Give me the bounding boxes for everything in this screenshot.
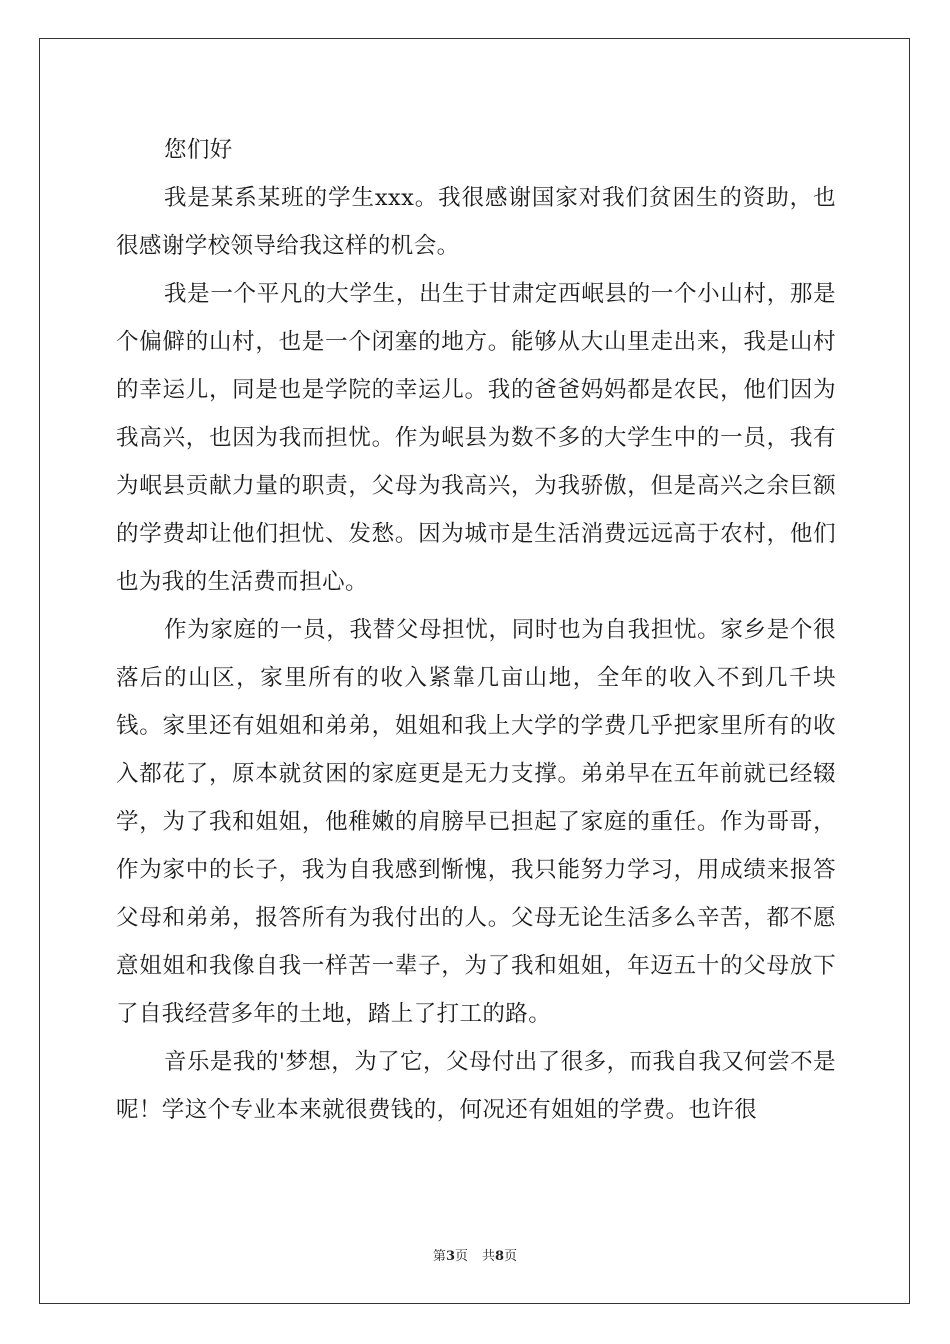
paragraph-family: 作为家庭的一员，我替父母担忧，同时也为自我担忧。家乡是个很落后的山区，家里所有的收入紧靠几亩山地，全年的收入不到几千块钱。家里还有姐姐和弟弟，姐姐和我上大学的学费几乎把家里所有的收入都花了，原本就贫困的家庭更是无力支撑。弟弟早在五年前就已经辍学，为了我和姐姐，他稚嫩的肩膀早已担起了家庭的重任。作为哥哥，作为家中的长子，我为自我感到惭愧，我只能努力学习，用成绩来报答父母和弟弟，报答所有为我付出的人。父母无论生活多么辛苦，都不愿意姐姐和我像自我一样苦一辈子，为了我和姐姐，年迈五十的父母放下了自我经营多年的土地，踏上了打工的路。: [116, 617, 836, 1027]
document-body: [116, 126, 836, 1134]
current-page-number: 3: [445, 1249, 455, 1264]
page-footer: [0, 1245, 950, 1264]
total-suffix: 页: [504, 1249, 518, 1264]
page-prefix: 第: [432, 1249, 446, 1264]
total-prefix: 共: [482, 1249, 496, 1264]
paragraph-music: 音乐是我的'梦想，为了它，父母付出了很多，而我自我又何尝不是呢！学这个专业本来就很费钱的，何况还有姐姐的学费。也许很: [116, 1049, 836, 1123]
page-suffix: 页: [454, 1249, 468, 1264]
paragraph-background: 我是一个平凡的大学生，出生于甘肃定西岷县的一个小山村，那是个偏僻的山村，也是一个闭塞的地方。能够从大山里走出来，我是山村的幸运儿，同是也是学院的幸运儿。我的爸爸妈妈都是农民，他们因为我高兴，也因为我而担忧。作为岷县为数不多的大学生中的一员，我有为岷县贡献力量的职责，父母为我高兴，为我骄傲，但是高兴之余巨额的学费却让他们担忧、发愁。因为城市是生活消费远远高于农村，他们也为我的生活费而担心。: [116, 281, 836, 595]
total-page-count: 8: [495, 1249, 505, 1264]
paragraph-introduction: 我是某系某班的学生xxx。我很感谢国家对我们贫困生的资助，也很感谢学校领导给我这样的机会。: [116, 185, 836, 259]
paragraph-greeting: 您们好: [164, 137, 233, 163]
